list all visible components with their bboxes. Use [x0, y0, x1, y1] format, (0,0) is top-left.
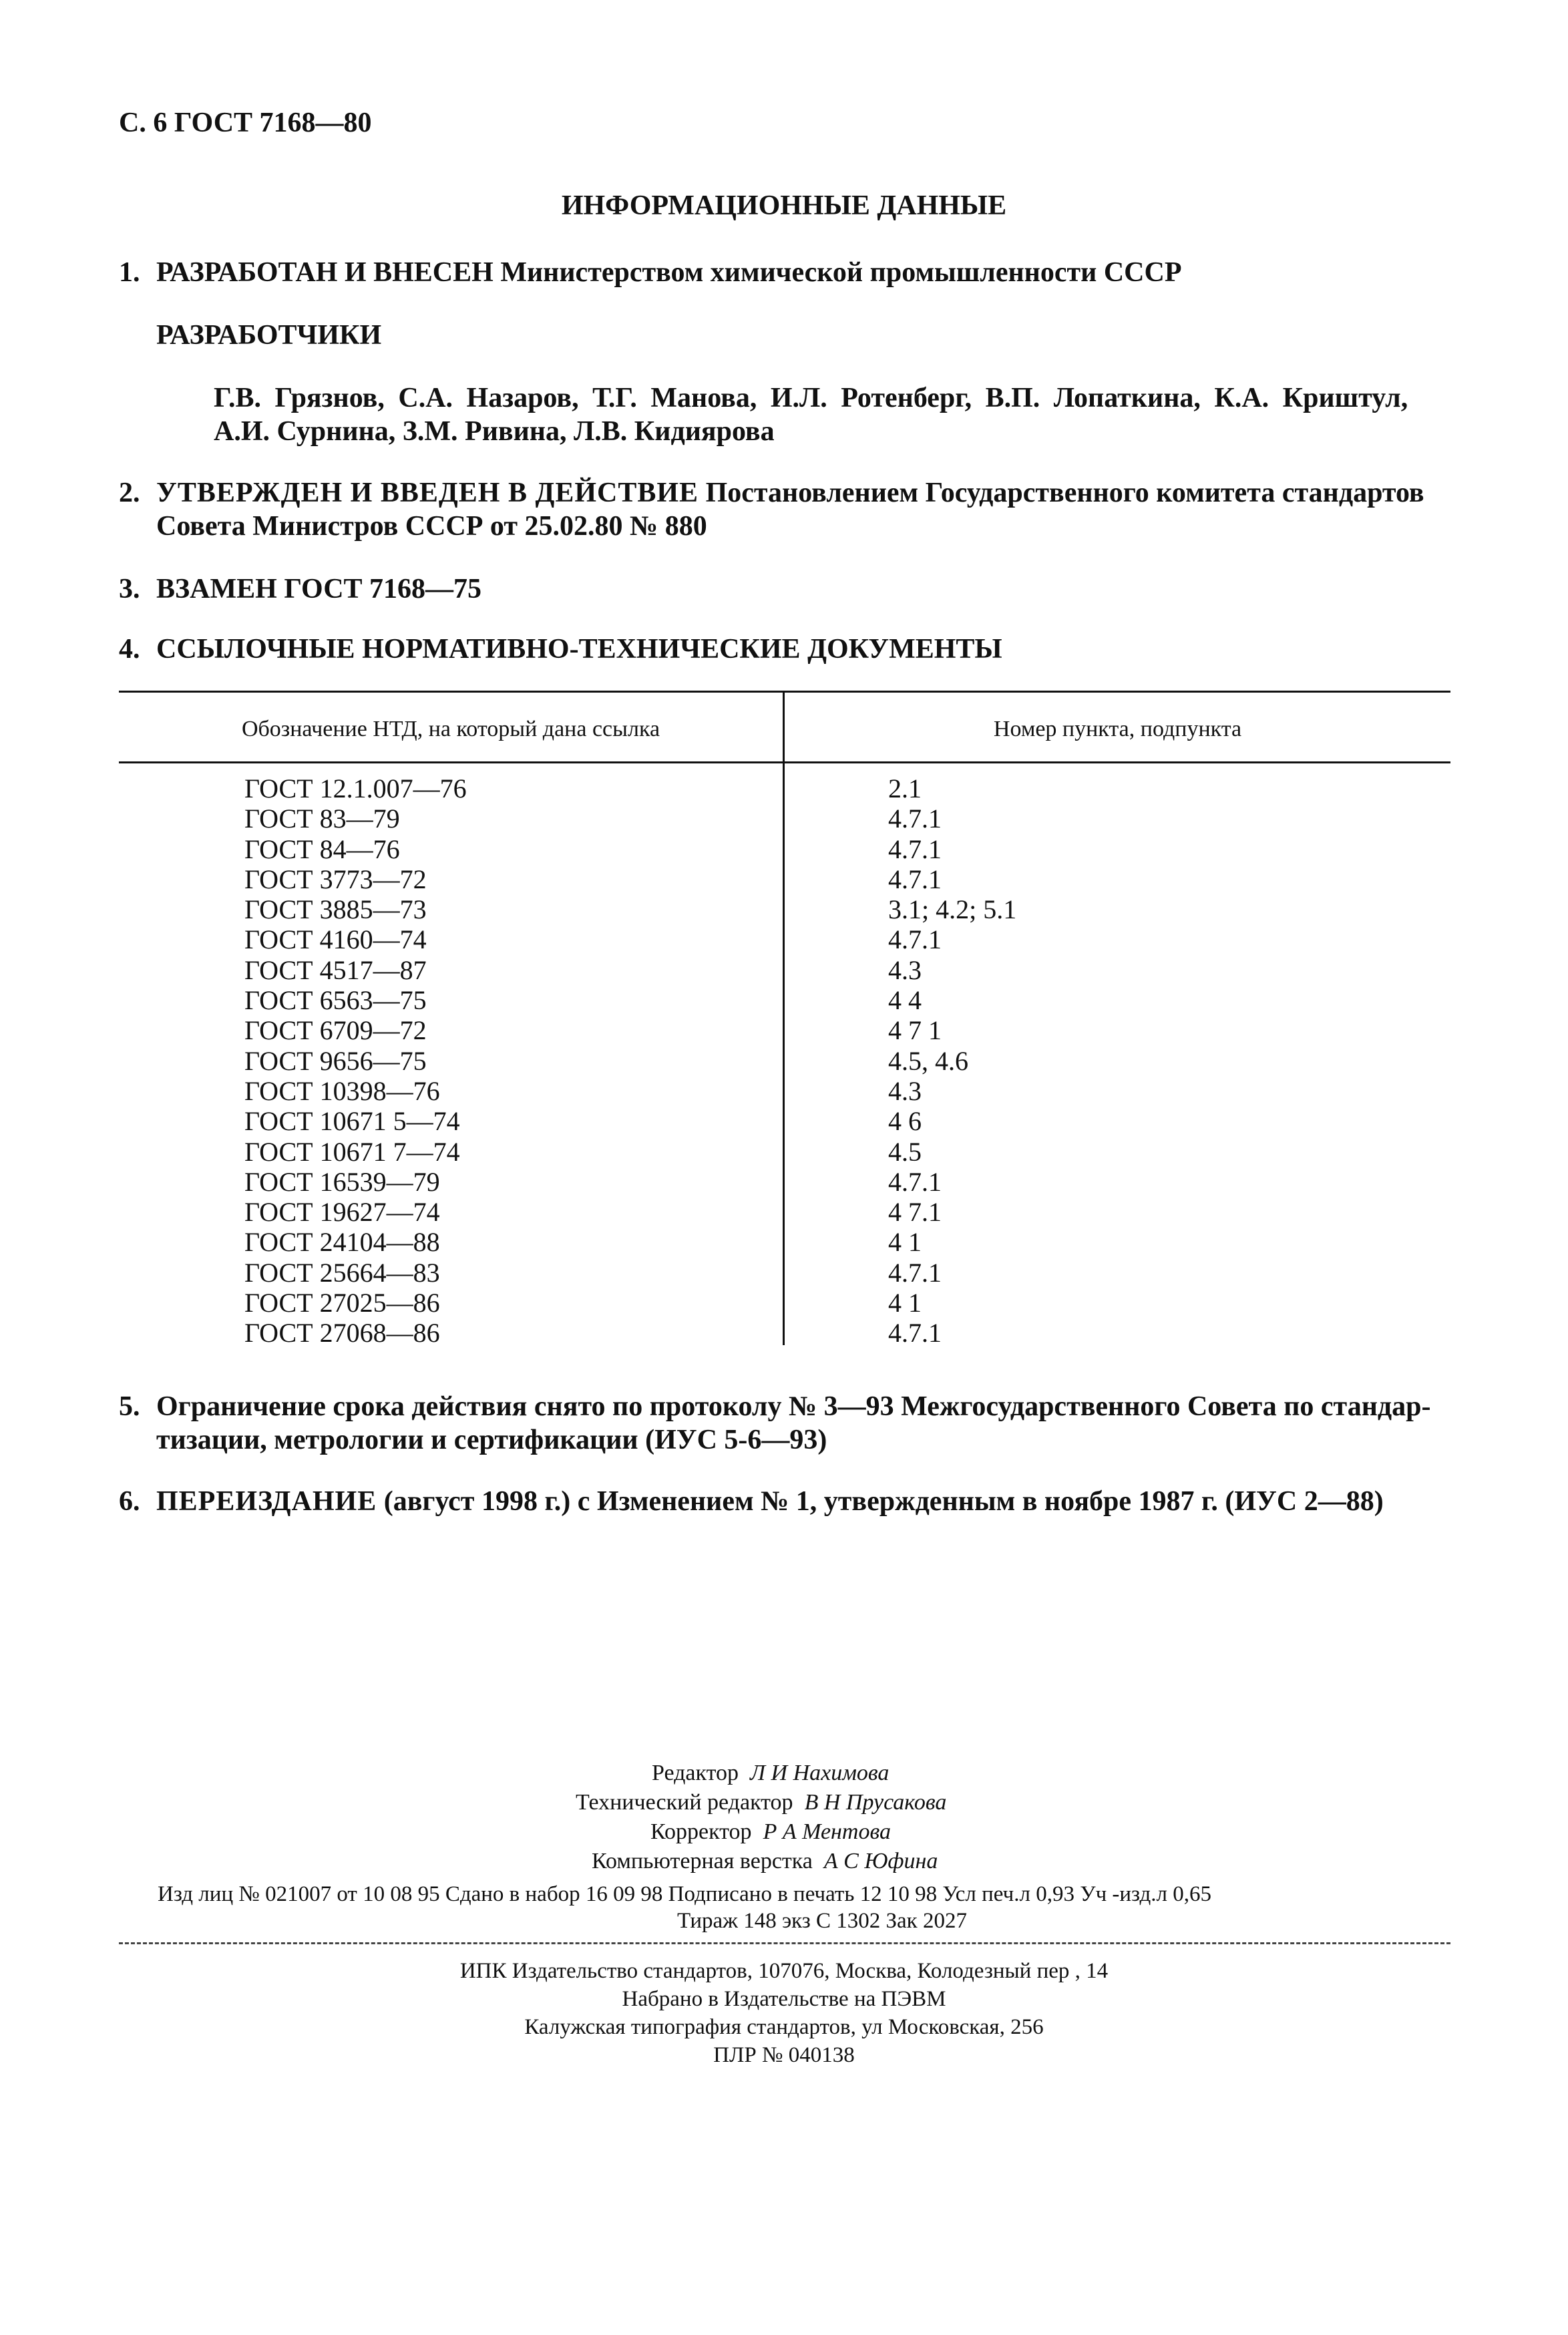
credit-editor	[652, 1761, 889, 1786]
table-cell-doc: ГОСТ 83—79	[244, 803, 400, 834]
table-cell-doc: ГОСТ 25664—83	[244, 1257, 440, 1288]
credit-layout	[592, 1849, 938, 1874]
table-cell-item: 4.5, 4.6	[888, 1045, 968, 1076]
table-cell-doc: ГОСТ 6709—72	[244, 1015, 427, 1046]
table-header-ntd: Обозначение НТД, на который дана ссылка	[241, 717, 660, 741]
table-cell-doc: ГОСТ 3885—73	[244, 894, 427, 925]
imprint-separator	[119, 1942, 1450, 1944]
section-3-text: ВЗАМЕН ГОСТ 7168—75	[156, 574, 482, 604]
section-5-number: 5.	[119, 1391, 140, 1422]
section-4-text: ССЫЛОЧНЫЕ НОРМАТИВНО-ТЕХНИЧЕСКИЕ ДОКУМЕНТЫ	[156, 634, 1002, 665]
table-cell-item: 4.3	[888, 1075, 922, 1106]
credit-corrector-label: Корректор	[650, 1819, 752, 1844]
table-cell-item: 3.1; 4.2; 5.1	[888, 894, 1017, 925]
table-cell-doc: ГОСТ 84—76	[244, 834, 400, 864]
table-column-items	[888, 773, 1016, 1349]
table-cell-item: 4.7.1	[888, 1318, 942, 1349]
publisher-line-4: ПЛР № 040138	[713, 2043, 855, 2067]
credit-layout-name: А С Юфина	[823, 1849, 938, 1873]
table-cell-item: 4.7.1	[888, 924, 942, 955]
table-cell-doc: ГОСТ 24104—88	[244, 1227, 440, 1258]
section-1-number: 1.	[119, 257, 140, 288]
credit-tech-editor-label: Технический редактор	[576, 1790, 793, 1815]
developers-heading: РАЗРАБОТЧИКИ	[156, 320, 382, 351]
section-2-text-1: Постановлением Государственного комитета стандартов	[705, 478, 1424, 508]
imprint-line-2: Тираж 148 экз С 1302 Зак 2027	[677, 1909, 967, 1933]
credit-tech-editor-name: В Н Прусакова	[804, 1790, 947, 1815]
table-cell-doc: ГОСТ 10398—76	[244, 1075, 440, 1106]
publisher-line-1: ИПК Издательство стандартов, 107076, Москва, Колодезный пер , 14	[459, 1959, 1109, 1983]
section-4-number: 4.	[119, 634, 140, 665]
section-6	[0, 1485, 1568, 1517]
table-cell-item: 4.3	[888, 954, 922, 985]
page-title: ИНФОРМАЦИОННЫЕ ДАННЫЕ	[561, 190, 1007, 221]
table-column-docs	[244, 773, 467, 1349]
table-cell-item: 4 4	[888, 985, 922, 1016]
table-cell-item: 4.7.1	[888, 864, 942, 894]
table-cell-item: 2.1	[888, 773, 922, 803]
table-cell-item: 4.7.1	[888, 1166, 942, 1197]
table-cell-doc: ГОСТ 16539—79	[244, 1166, 440, 1197]
publisher-line-3: Калужская типография стандартов, ул Московская, 256	[524, 2015, 1044, 2039]
table-header-border	[119, 761, 1450, 763]
credit-tech-editor	[576, 1790, 946, 1815]
table-cell-doc: ГОСТ 9656—75	[244, 1045, 427, 1076]
table-cell-doc: ГОСТ 4517—87	[244, 954, 427, 985]
section-6-number: 6.	[119, 1486, 140, 1517]
table-cell-doc: ГОСТ 10671 7—74	[244, 1136, 460, 1167]
section-3	[0, 573, 1568, 605]
table-cell-doc: ГОСТ 12.1.007—76	[244, 773, 467, 803]
section-5	[0, 1391, 1568, 1423]
table-cell-item: 4 1	[888, 1288, 922, 1318]
section-2-number: 2.	[119, 478, 140, 508]
credit-editor-name: Л И Нахимова	[749, 1761, 890, 1785]
table-cell-item: 4.7.1	[888, 1257, 942, 1288]
table-header-item: Номер пункта, подпункта	[993, 717, 1242, 741]
table-cell-doc: ГОСТ 27025—86	[244, 1288, 440, 1318]
table-column-divider	[783, 691, 785, 1345]
section-1-body	[156, 256, 1181, 289]
table-cell-doc: ГОСТ 27068—86	[244, 1318, 440, 1349]
credit-corrector	[650, 1819, 891, 1845]
section-2	[0, 477, 1568, 509]
table-cell-item: 4.7.1	[888, 834, 942, 864]
table-cell-doc: ГОСТ 6563—75	[244, 985, 427, 1016]
table-cell-item: 4 7.1	[888, 1197, 942, 1228]
publisher-line-2: Набрано в Издательстве на ПЭВМ	[622, 1987, 946, 2011]
table-cell-item: 4 6	[888, 1106, 922, 1137]
table-cell-doc: ГОСТ 19627—74	[244, 1197, 440, 1228]
section-6-line	[156, 1485, 1384, 1517]
table-cell-item: 4 7 1	[888, 1015, 942, 1046]
table-cell-doc: ГОСТ 3773—72	[244, 864, 427, 894]
section-4	[0, 633, 1568, 665]
page-header: С. 6 ГОСТ 7168—80	[119, 108, 372, 138]
section-1-text: Министерством химической промышленности СССР	[500, 257, 1182, 288]
section-6-heading: ПЕРЕИЗДАНИЕ	[156, 1486, 377, 1517]
table-cell-doc: ГОСТ 10671 5—74	[244, 1106, 460, 1137]
imprint-line-1: Изд лиц № 021007 от 10 08 95 Сдано в набор 16 09 98 Подписано в печать 12 10 98 Усл печ.л 0,93 Уч -изд.л 0,65	[158, 1882, 1212, 1906]
credit-editor-label: Редактор	[652, 1761, 739, 1785]
table-top-border	[119, 691, 1450, 693]
developers-line-1: Г.В. Грязнов, С.А. Назаров, Т.Г. Манова, И.Л. Ротенберг, В.П. Лопаткина, К.А. Криштул,	[214, 383, 1408, 413]
section-5-text-1: Ограничение срока действия снято по протоколу № 3—93 Межгосударственного Совета по стандар-	[156, 1391, 1431, 1422]
table-cell-item: 4.5	[888, 1136, 922, 1167]
section-1	[0, 256, 1568, 289]
credit-layout-label: Компьютерная верстка	[592, 1849, 813, 1873]
section-3-number: 3.	[119, 574, 140, 604]
table-cell-item: 4 1	[888, 1227, 922, 1258]
section-2-line-1	[156, 477, 1424, 509]
section-1-heading: РАЗРАБОТАН И ВНЕСЕН	[156, 257, 494, 288]
credit-corrector-name: Р А Ментова	[763, 1819, 891, 1844]
table-cell-item: 4.7.1	[888, 803, 942, 834]
developers-line-2: А.И. Сурнина, З.М. Ривина, Л.В. Кидиярова	[214, 416, 775, 447]
table-cell-doc: ГОСТ 4160—74	[244, 924, 427, 955]
section-2-text-2: Совета Министров СССР от 25.02.80 № 880	[156, 511, 707, 542]
section-2-heading: УТВЕРЖДЕН И ВВЕДЕН В ДЕЙСТВИЕ	[156, 478, 699, 508]
section-5-text-2: тизации, метрологии и сертификации (ИУС 5-6—93)	[156, 1425, 827, 1455]
section-6-text: (август 1998 г.) с Изменением № 1, утвержденным в ноябре 1987 г. (ИУС 2—88)	[383, 1486, 1384, 1517]
